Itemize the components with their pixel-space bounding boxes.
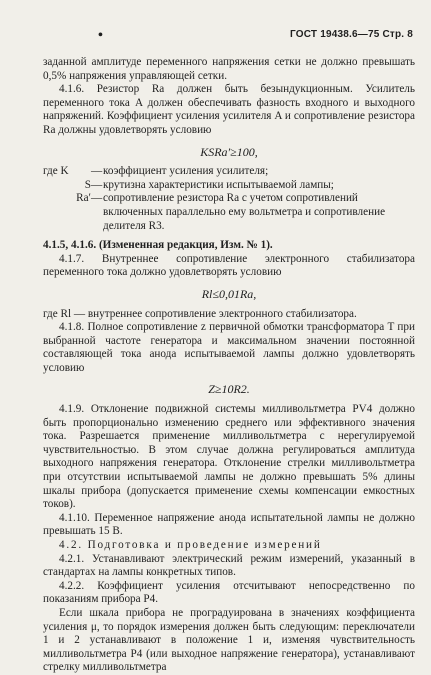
formula-z: Z≥10R2. — [208, 382, 250, 397]
formula-rl: Rl≤0,01Rа, — [201, 286, 257, 301]
page-body — [43, 56, 415, 675]
definition-text: коэффициент усиления усилителя; — [103, 165, 269, 178]
paragraph-where-rl: где Rl — внутреннее сопротивление электронного стабилизатора. — [43, 307, 357, 320]
definition-symbol: S — [84, 178, 91, 191]
paragraph: заданной амплитуде переменного напряжения сетки не должно превышать 0,5% напряжения управляющей сетки. — [43, 56, 415, 82]
paragraph-4-1-9: 4.1.9. Отклонение подвижной системы милливольтметра PV4 должно быть пропорционально изменению среднего или эффективного значения тока. Разрешается применение милливольтметра с нерегулируемой чувствительностью. В этом случае должна регулироваться амплитуда выходного напряжения генератора. Отклонение стрелки милливольтметра при отсутствии испытываемой лампы не должно превышать 5% длины шкалы прибора (допускается применение схемы компенсации емкостных токов). — [43, 403, 415, 511]
amendment-note: 4.1.5, 4.1.6. (Измененная редакция, Изм. № 1). — [43, 239, 273, 252]
definitions-list — [43, 165, 415, 233]
paragraph-4-1-7: 4.1.7. Внутреннее сопротивление электронного стабилизатора переменного тока должно удовлетворять условию — [43, 252, 415, 279]
definition-text: сопротивление резистора Rа с учетом сопротивлений включенных параллельно ему вольтметра и сопротивление делителя R3. — [103, 192, 386, 232]
paragraph-4-1-6: 4.1.6. Резистор Rа должен быть безындукционным. Усилитель переменного тока A должен обеспечивать фазность входного и выходного напряжений. Коэффициент усиления усилителя A и сопротивление резистора Rа должны удовлетворять условию — [43, 83, 415, 136]
definition-row — [43, 192, 415, 233]
page-header: ГОСТ 19438.6—75 Стр. 8 — [290, 29, 413, 40]
paragraph-4-2-2: 4.2.2. Коэффициент усиления отсчитывают непосредственно по показаниям прибора P4. — [43, 579, 415, 606]
definition-symbol: Rа′ — [76, 192, 91, 205]
formula-ksr: KSRа′≥100, — [200, 144, 258, 159]
paragraph-4-1-8: 4.1.8. Полное сопротивление z первичной обмотки трансформатора T при выбранной частоте генератора и максимальном значении постоянной составляющей тока анода испытываемой лампы должно удовлетворять условию — [43, 321, 415, 374]
definition-row — [43, 165, 415, 179]
definition-dash: — — [91, 165, 103, 178]
definition-text: крутизна характеристики испытываемой лампы; — [103, 178, 334, 191]
paragraph-4-2-1: 4.2.1. Устанавливают электрический режим измерений, указанный в стандартах на лампы конкретных типов. — [43, 552, 415, 579]
paragraph-4-1-10: 4.1.10. Переменное напряжение анода испытательной лампы не должно превышать 15 В. — [43, 511, 415, 538]
page-dot: • — [98, 28, 103, 43]
definition-row — [43, 179, 415, 193]
section-heading-4-2: 4.2. Подготовка и проведение измерений — [59, 539, 322, 551]
definition-dash: — — [91, 178, 103, 191]
definition-symbol: где K — [43, 165, 69, 178]
definition-dash: — — [91, 192, 103, 205]
paragraph-scale: Если шкала прибора не проградуирована в значениях коэффициента усиления μ, то порядок измерения должен быть следующим: переключатели 1 и 2 устанавливают в положение 1 и, изменяя чувствительность милливольтметра P4 (или выходное напряжение генератора), устанавливают стрелку милливольтметра — [43, 606, 415, 674]
